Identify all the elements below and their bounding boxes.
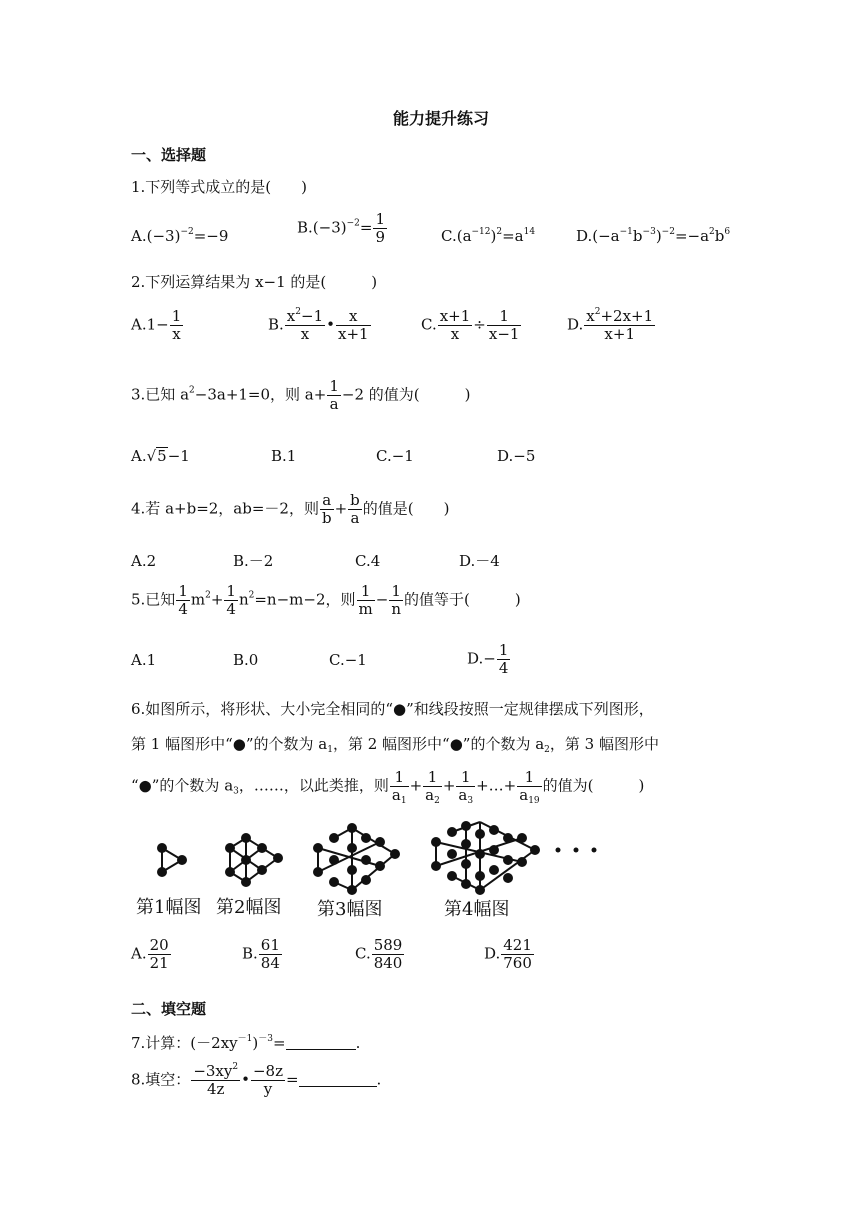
q2-option-c: C. $\frac{x+1}{x}$ ÷ $\frac{1}{x-1}$ <box>421 307 520 343</box>
q6-option-b: B. $\frac{61}{84}$ <box>242 936 280 972</box>
q1-option-b: $B.(-3)^{-2}=$ $\frac{1}{9}$ <box>297 210 386 246</box>
q6-line2: 第 1 幅图形中“●”的个数为 $a_1$，第 2 幅图形中“●”的个数为 $a_2$，第 3 幅图形中 <box>131 735 659 755</box>
figure-4 <box>431 821 540 895</box>
section-choice: 一、选择题 <box>131 146 207 164</box>
q8-answer-blank[interactable] <box>299 1072 377 1087</box>
figure-1 <box>157 843 187 877</box>
q2-option-b: B. $\frac{x^2-1}{x}$ • $\frac{x}{x+1}$ <box>268 307 369 343</box>
q4-option-d: D.－4 <box>459 552 500 570</box>
q3-option-d: D.−5 <box>497 447 536 465</box>
figure-caption-3: 第3幅图 <box>317 899 383 920</box>
q3-option-a: A.√5−1 <box>131 447 190 465</box>
page-title: 能力提升练习 <box>393 109 490 128</box>
q2-option-a: A.1− $\frac{1}{x}$ <box>131 307 182 343</box>
q5-option-b: B.0 <box>233 651 259 669</box>
q1-stem: 1.下列等式成立的是( ) <box>131 178 308 196</box>
q6-line3: “●”的个数为 $a_3$，……，以此类推，则 $\frac{1}{a_1}$ + $\frac{1}{a_2}$ + $\frac{1}{a_3}$ +…+ $\frac{1}{a_{19}}$ 的值为( ) <box>131 768 645 806</box>
ellipsis-dots <box>556 848 597 853</box>
q1-option-a: $A.(-3)^{-2}=-9$ <box>131 227 229 245</box>
q4-option-a: A.2 <box>131 552 157 570</box>
q6-option-c: C. $\frac{589}{840}$ <box>355 936 403 972</box>
q6-line1: 6.如图所示，将形状、大小完全相同的“●”和线段按照一定规律摆成下列图形， <box>131 700 654 718</box>
q4-option-b: B.－2 <box>233 552 274 570</box>
q3-option-c: C.−1 <box>376 447 414 465</box>
figure-2 <box>225 833 283 887</box>
q1-option-d: $D.(-a^{-1}b^{-3})^{-2}=-a^2b^6$ <box>576 227 731 245</box>
figure-caption-4: 第4幅图 <box>444 899 510 920</box>
q7-answer-blank[interactable] <box>286 1035 356 1050</box>
sqrt-icon: √ <box>146 447 157 465</box>
q5-stem: 5.已知 $\frac{1}{4}$ $m^2+$ $\frac{1}{4}$ $n^2=n-m-2$，则 $\frac{1}{m}$ − $\frac{1}{n}$ 的值等于( ) <box>131 582 521 618</box>
q2-stem: 2.下列运算结果为 x−1 的是( ) <box>131 273 378 291</box>
q1-option-c: $C.(a^{-12})^2=a^{14}$ <box>441 227 536 245</box>
q7-stem: 7.计算：$(-2xy^{-1})^{-3}=$ . <box>131 1034 361 1052</box>
q2-option-d: D. $\frac{x^2+2x+1}{x+1}$ <box>567 307 654 343</box>
q4-stem: 4.若 a+b=2，ab=－2，则 $\frac{a}{b}$ + $\frac{b}{a}$ 的值是( ) <box>131 491 450 527</box>
q6-dot-pattern-figure <box>130 820 610 900</box>
q5-option-d: D.− $\frac{1}{4}$ <box>467 641 509 677</box>
q6-option-a: A. $\frac{20}{21}$ <box>131 936 169 972</box>
section-fill-blank: 二、填空题 <box>131 1000 207 1018</box>
q5-option-c: C.−1 <box>329 651 367 669</box>
q6-option-d: D. $\frac{421}{760}$ <box>484 936 532 972</box>
figure-3 <box>313 823 400 895</box>
q3-option-b: B.1 <box>271 447 297 465</box>
q4-option-c: C.4 <box>355 552 381 570</box>
figure-caption-1: 第1幅图 <box>136 897 202 918</box>
q3-stem: 3.已知 $a^2-3a+1=0$，则 a+ $\frac{1}{a}$ −2 的值为( ) <box>131 377 471 413</box>
figure-caption-2: 第2幅图 <box>216 897 282 918</box>
q5-option-a: A.1 <box>131 651 157 669</box>
q8-stem: 8.填空： $\frac{-3xy^2}{4z}$ • $\frac{-8z}{y}$ = . <box>131 1062 382 1098</box>
